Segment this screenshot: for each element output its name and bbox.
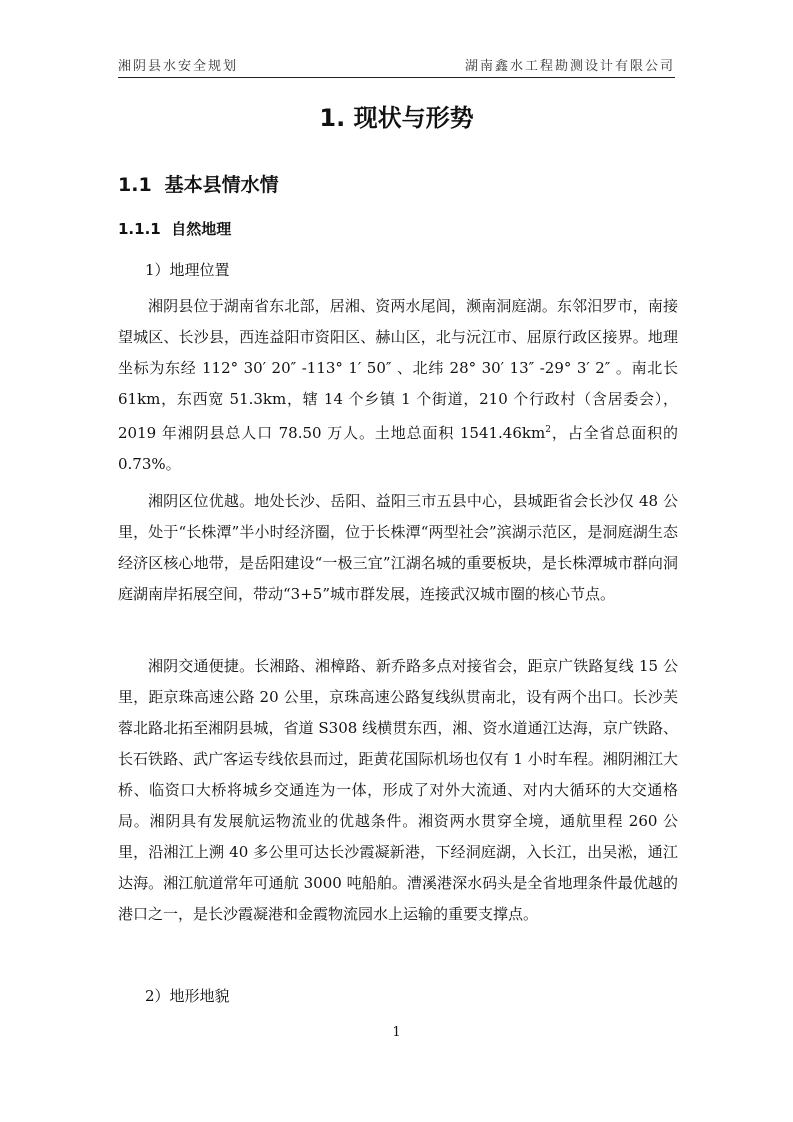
paragraph-location-text: 湘阴县位于湖南省东北部，居湘、资两水尾闾，濒南洞庭湖。东邻汨罗市，南接望城区、长沙县，西连益阳市资阳区、赫山区，北与沅江市、屈原行政区接界。地理坐标为东经 112° 30′ 20″ -113° 1′ 50″ 、北纬 28° 30′ 13″ -29° 3′ 2″ 。南北长 61km，东西宽 51.3km，辖 14 个乡镇 1 个街道，210 个行政村（含居委会），2019 年湘阴县总人口 78.50 万人。土地总面积 1541.46km — [118, 297, 678, 442]
paragraph-location — [118, 291, 678, 480]
section-number: 1.1 — [118, 174, 152, 196]
subsection-title: 自然地理 — [171, 220, 232, 238]
subsection-number: 1.1.1 — [118, 220, 161, 238]
header-company-name: 湖南鑫水工程勘测设计有限公司 — [464, 59, 675, 74]
section-heading — [118, 170, 279, 197]
item-heading-terrain: 2）地形地貌 — [145, 987, 230, 1005]
paragraph-advantage — [118, 486, 678, 610]
paragraph-transport — [118, 651, 678, 930]
paragraph-location-tail: ，占全省总面积的 0.73%。 — [118, 424, 678, 473]
header-document-title: 湘阴县水安全规划 — [118, 59, 239, 74]
chapter-title: 1. 现状与形势 — [319, 104, 474, 132]
section-title: 基本县情水情 — [164, 174, 279, 196]
superscript: 2 — [545, 425, 551, 435]
item-heading-location: 1）地理位置 — [145, 261, 230, 279]
page-number: 1 — [392, 1025, 401, 1040]
paragraph-transport-text: 湘阴交通便捷。长湘路、湘樟路、新乔路多点对接省会，距京广铁路复线 15 公里，距京珠高速公路 20 公里，京珠高速公路复线纵贯南北，设有两个出口。长沙芙蓉北路北拓至湘阴县城，省道 S308 线横贯东西，湘、资水道通江达海，京广铁路、长石铁路、武广客运专线依县而过，距黄花国际机场也仅有 1 小时车程。湘阴湘江大桥、临资口大桥将城乡交通连为一体，形成了对外大流通、对内大循环的大交通格局。湘阴具有发展航运物流业的优越条件。湘资两水贯穿全境，通航里程 260 公里，沿湘江上溯 40 多公里可达长沙霞凝新港，下经洞庭湖，入长江，出吴淞，通江达海。湘江航道常年可通航 3000 吨船舶。漕溪港深水码头是全省地理条件最优越的港口之一，是长沙霞凝港和金霞物流园水上运输的重要支撑点。 — [118, 657, 678, 923]
paragraph-advantage-text: 湘阴区位优越。地处长沙、岳阳、益阳三市五县中心，县城距省会长沙仅 48 公里，处于“长株潭”半小时经济圈，位于长株潭“两型社会”滨湖示范区，是洞庭湖生态经济区核心地带，是岳阳建设“一极三宜”江湖名城的重要板块，是长株潭城市群向洞庭湖南岸拓展空间，带动“3+5”城市群发展，连接武汉城市圈的核心节点。 — [118, 492, 678, 603]
subsection-heading — [118, 218, 231, 239]
page-header — [118, 52, 675, 78]
